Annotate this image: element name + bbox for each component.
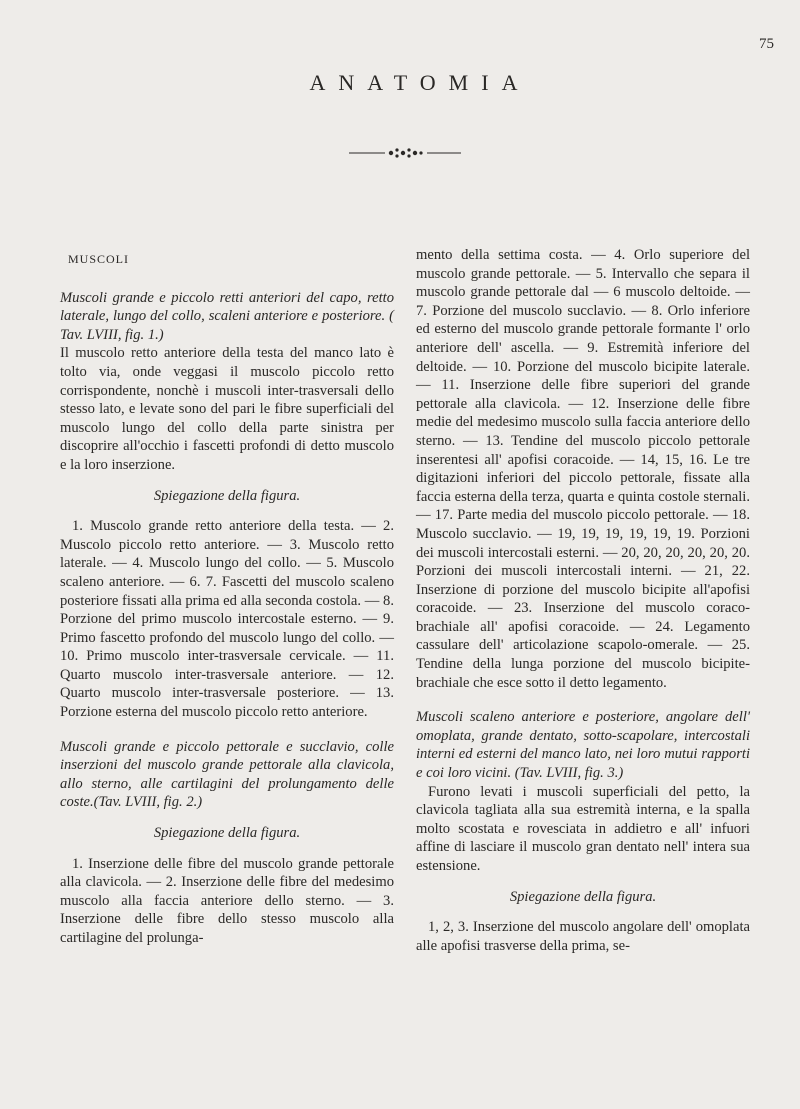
explanation-figure-2-continued: mento della settima costa. — 4. Orlo superiore del muscolo grande pettorale. — 5. Intervallo che separa il muscolo grande pettorale dal — 6 muscolo deltoide. — 7. Porzione del muscolo succlavio. — 8. Orlo inferiore ed esterno del muscolo grande pettorale formante l' orlo anteriore dell' ascella. — 9. Estremità inferiore del deltoide. — 10. Porzione del muscolo bicipite laterale. — 11. Inserzione delle fibre superiori del grande pettorale alla clavicola. — 12. Inserzione delle fibre medie del medesimo muscolo sulla faccia anteriore dello sterno. — 13. Tendine del muscolo piccolo pettorale inserentesi all' apofisi coracoide. — 14, 15, 16. Le tre digitazioni inferiori del piccolo pettorale, fissate alla faccia esterna della terza, quarta e quinta costole sternali. — 17. Parte media del muscolo piccolo pettorale. — 18. Muscolo succlavio. — 19, 19, 19, 19, 19, 19. Porzioni dei muscoli intercostali esterni. — 20, 20, 20, 20, 20, 20. Porzioni dei muscoli intercostali interni. — 21, 22. Inserzione di porzione del muscolo bicipite all'apofisi coracoide. — 23. Inserzione del muscolo coraco-brachiale all' apofisi coracoide. — 24. Legamento cassulare dell' articolazione scapolo-omerale. — 25. Tendine della lunga porzione del muscolo bicipite-brachiale che esce sotto il detto legamento.: [416, 247, 750, 691]
page-number: 75: [759, 36, 774, 52]
left-column: [60, 250, 394, 948]
right-column: [416, 246, 750, 955]
caption-figure-2: Spiegazione della figura.: [153, 825, 301, 842]
explanation-figure-3: 1, 2, 3. Inserzione del muscolo angolare dell' omoplata alle apofisi trasverse della prima, se-: [416, 919, 750, 954]
page-title: ANATOMIA: [309, 70, 531, 95]
intro-figure-1: Il muscolo retto anteriore della testa del manco lato è tolto via, onde veggasi il muscolo piccolo retto corrispondente, nonchè i muscoli inter-trasversali dello stesso lato, e levate sono del pari le fibre superficiali del muscolo lungo del collo della parte sinistra per discoprire all'occhio i fascetti profondi di detto muscolo e la loro inserzione.: [60, 345, 394, 473]
intro-figure-3: Furono levati i muscoli superficiali del petto, la clavicola tagliata alla sua estremità interna, e la spalla molto scostata e rovesciata in addietro e all' infuori affine di lasciare il muscolo gran dentato nell' intera sua estensione.: [416, 783, 750, 874]
explanation-figure-1: 1. Muscolo grande retto anteriore della testa. — 2. Muscolo piccolo retto anteriore. — 3. Muscolo retto laterale. — 4. Muscolo lungo del collo. — 5. Muscolo scaleno anteriore. — 6. 7. Fascetti del muscolo scaleno posteriore fissati alla prima ed alla seconda costola. — 8. Porzione del primo muscolo intercostale esterno. — 9. Primo fascetto profondo del muscolo lungo del collo. — 10. Primo muscolo inter-trasversale cervicale. — 11. Quarto muscolo inter-trasversale anteriore. — 12. Quarto muscolo inter-trasversale posteriore. — 13. Porzione esterna del muscolo piccolo retto anteriore.: [60, 518, 394, 721]
section-label: MUSCOLI: [68, 252, 130, 266]
caption-figure-1: Spiegazione della figura.: [153, 487, 301, 504]
heading-figure-2: Muscoli grande e piccolo pettorale e succlavio, colle inserzioni del muscolo grande pettorale alla clavicola, allo sterno, alle cartilagini del prolungamento delle coste.(Tav. LVIII, fig. 2.): [60, 738, 394, 811]
caption-figure-3: Spiegazione della figura.: [509, 888, 657, 905]
spacer: [60, 722, 394, 738]
heading-figure-1: Muscoli grande e piccolo retti anteriori del capo, retto laterale, lungo del collo, scaleni anteriore e posteriore. ( Tav. LVIII, fig. 1.): [60, 289, 394, 343]
spacer: [416, 692, 750, 708]
ornament-rule: [345, 146, 465, 160]
heading-figure-3: Muscoli scaleno anteriore e posteriore, angolare dell' omoplata, grande dentato, sotto-scapolare, intercostali interni ed esterni del manco lato, nei loro mutui rapporti e coi loro vicini. (Tav. LVIII, fig. 3.): [416, 709, 750, 782]
explanation-figure-2: 1. Inserzione delle fibre del muscolo grande pettorale alla clavicola. — 2. Inserzione delle fibre del medesimo muscolo alla faccia anteriore dello sterno. — 3. Inserzione delle fibre dello stesso muscolo alla cartilagine del prolunga-: [60, 855, 394, 946]
